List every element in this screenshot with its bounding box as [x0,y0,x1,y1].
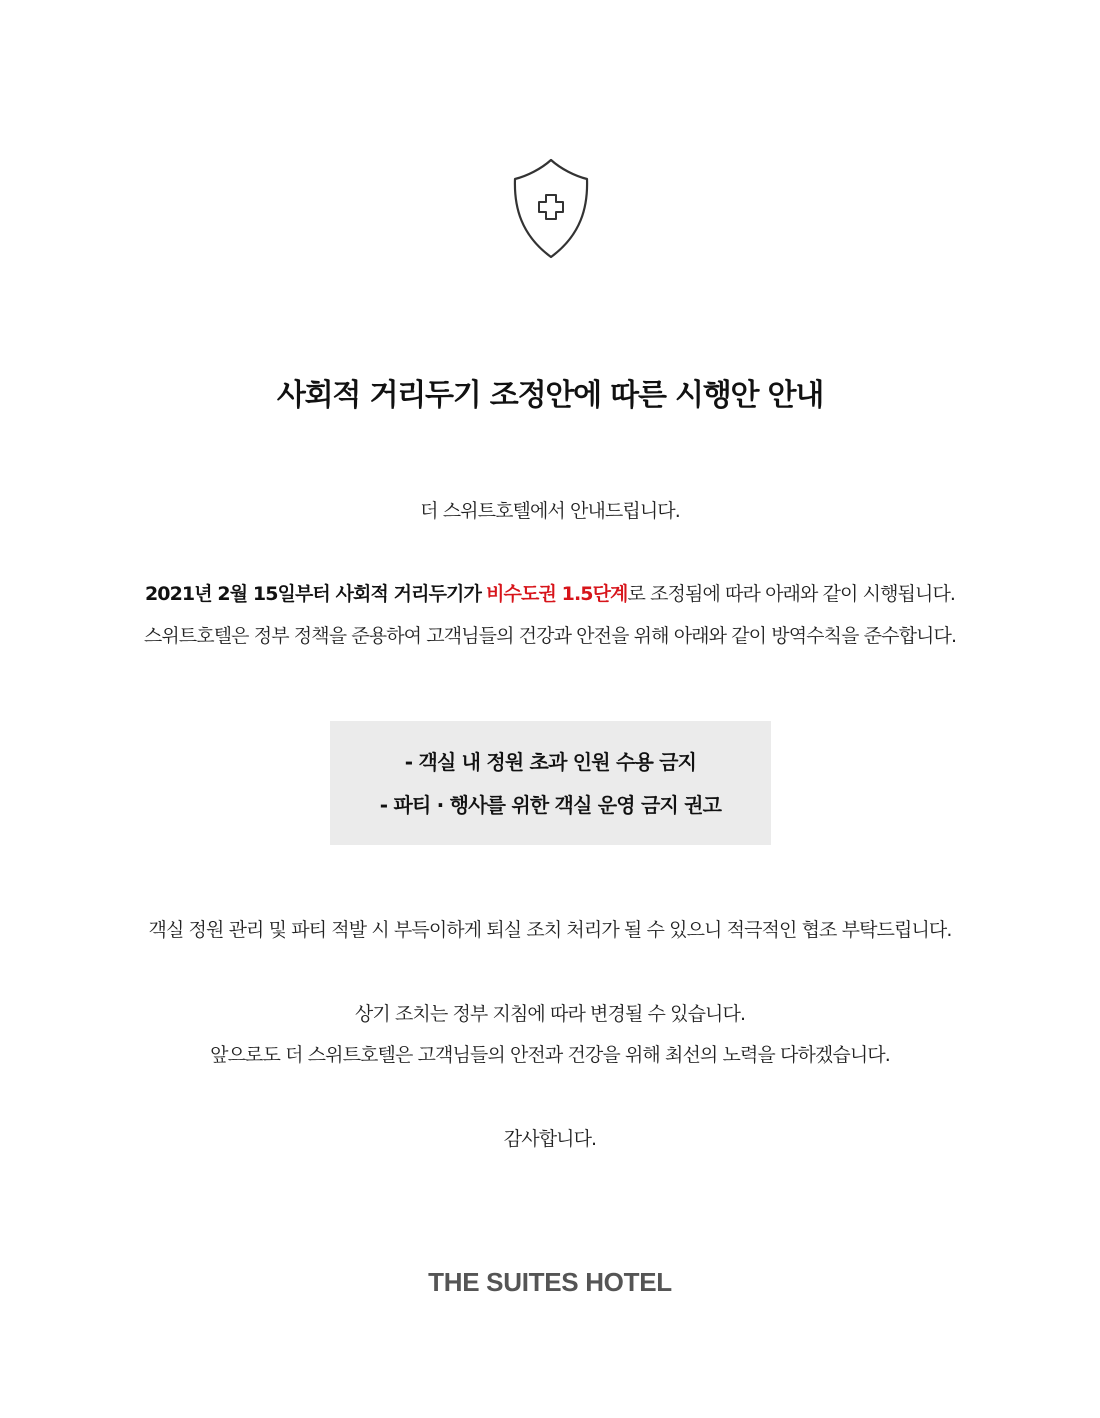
page-title: 사회적 거리두기 조정안에 따른 시행안 안내 [276,378,824,413]
shield-cross-icon [511,157,591,260]
thanks-text: 감사합니다. [503,1128,597,1150]
greeting-text: 더 스위트호텔에서 안내드립니다. [420,500,680,522]
rule-item: - 객실 내 정원 초과 인원 수용 금지 [404,750,697,774]
closing-line-2: 앞으로도 더 스위트호텔은 고객님들의 안전과 건강을 위해 최선의 노력을 다하겠습니다. [210,1044,890,1066]
rules-box [330,721,771,845]
announcement-line-2: 스위트호텔은 정부 정책을 준용하여 고객님들의 건강과 안전을 위해 아래와 같이 방역수칙을 준수합니다. [143,625,957,647]
rule-item: - 파티 · 행사를 위한 객실 운영 금지 권고 [379,793,722,817]
closing-line-1: 상기 조치는 정부 지침에 따라 변경될 수 있습니다. [354,1003,746,1025]
announcement-date: 2021년 2월 15일부터 사회적 거리두기가 [144,583,481,605]
warning-text: 객실 정원 관리 및 파티 적발 시 부득이하게 퇴실 조치 처리가 될 수 있으니 적극적인 협조 부탁드립니다. [148,919,952,941]
announcement-line-1 [0,579,1100,609]
brand-logo: THE SUITES HOTEL [428,1267,672,1297]
announcement-highlight: 비수도권 1.5단계 [486,583,628,605]
announcement-suffix: 로 조정됨에 따라 아래와 같이 시행됩니다. [627,583,956,605]
